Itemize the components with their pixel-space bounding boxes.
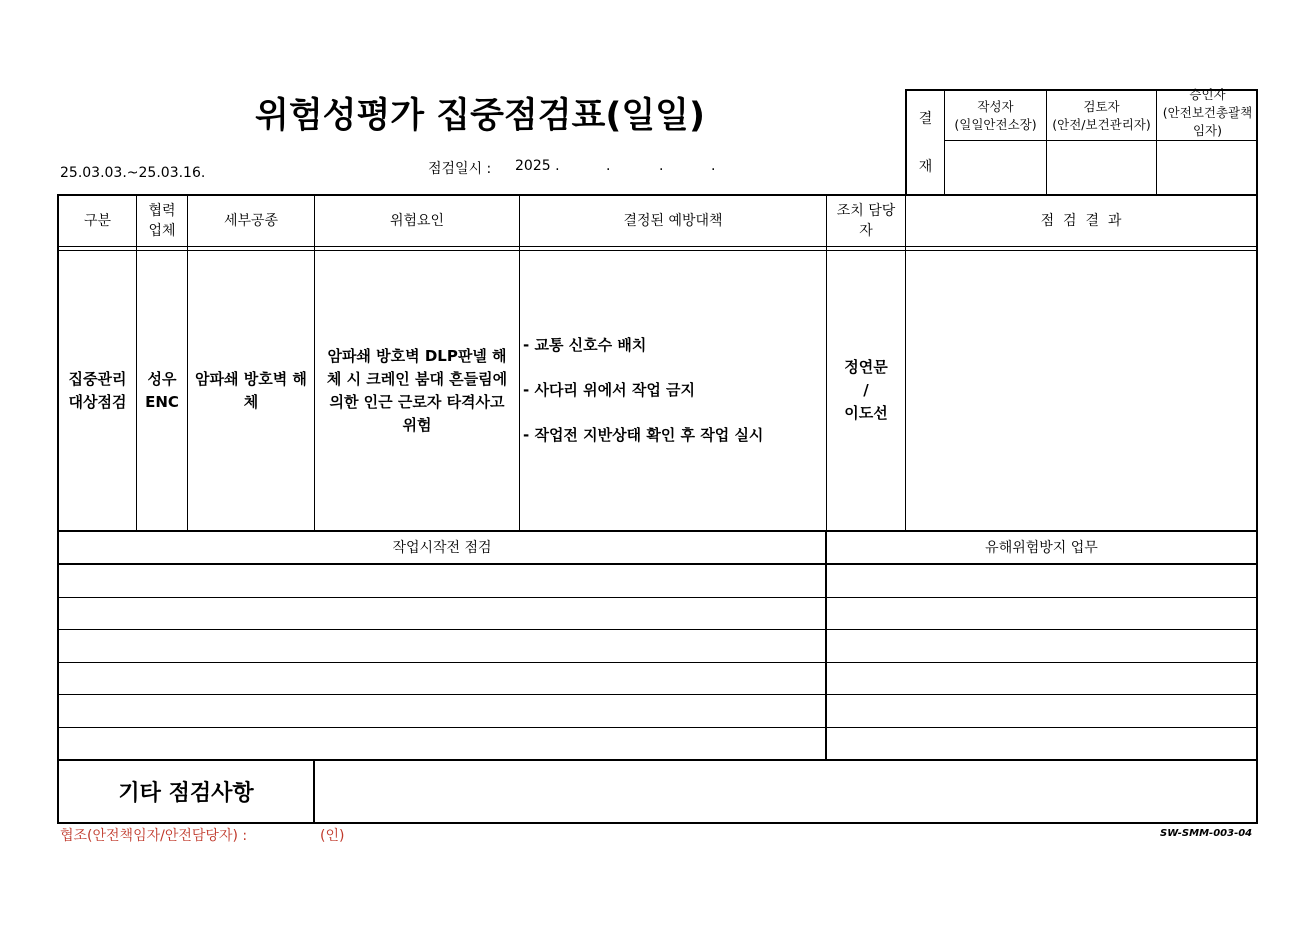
header-manager: 조치 담당 자 — [836, 203, 896, 239]
row-measures — [523, 251, 823, 530]
inspection-date-label: 점검일시 : — [428, 161, 492, 177]
other-items-label: 기타 점검사항 — [118, 781, 254, 806]
other-items-field[interactable] — [315, 761, 1256, 822]
header-hazard: 위험요인 — [389, 213, 445, 229]
row-sub-work: 암파쇄 방호벽 해 체 — [195, 369, 307, 411]
header-measures: 결정된 예방대책 — [623, 213, 723, 229]
row-hazard: 암파쇄 방호벽 DLP판넬 해 체 시 크레인 붐대 흔들림에 의한 인근 근로자 타격사고 위험 — [326, 346, 508, 434]
header-partner: 협력 업체 — [148, 203, 176, 239]
header-sub-work: 세부공종 — [223, 213, 279, 229]
row-partner: 성우 ENC — [145, 369, 179, 411]
row-category: 집중관리 대상점검 — [68, 369, 127, 411]
inspection-date-dot: . — [606, 158, 611, 174]
inspection-date-dot: . — [711, 158, 716, 174]
approver-label: 승인자 (안전보건총괄책 임자) — [1162, 86, 1253, 138]
cooperation-label: 협조(안전책임자/안전담당자) : — [60, 828, 248, 844]
measure-item: - 사다리 위에서 작업 금지 — [523, 381, 696, 399]
approval-label-2: 재 — [918, 159, 933, 175]
approver-sign-field[interactable] — [1157, 141, 1258, 196]
inspection-date-dot: . — [659, 158, 664, 174]
document-code: SW-SMM-003-04 — [1160, 828, 1253, 839]
risk-assessment-table — [57, 194, 1258, 824]
writer-label: 작성자 (일일안전소장) — [954, 98, 1037, 132]
pre-work-check-header: 작업시작전 점검 — [392, 539, 492, 556]
measure-item: - 교통 신호수 배치 — [523, 336, 647, 354]
row-result-field[interactable] — [906, 251, 1256, 530]
approval-box — [905, 86, 1258, 196]
header-category: 구분 — [83, 213, 112, 229]
reviewer-label: 검토자 (안전/보건관리자) — [1052, 98, 1151, 132]
writer-sign-field[interactable] — [945, 141, 1046, 196]
measure-item: - 작업전 지반상태 확인 후 작업 실시 — [523, 426, 764, 444]
page-title: 위험성평가 집중점검표(일일) — [255, 96, 705, 136]
header-result: 점 검 결 과 — [1040, 213, 1122, 229]
seal-label: (인) — [320, 828, 345, 844]
hazard-prevention-header: 유해위험방지 업무 — [985, 539, 1098, 556]
inspection-date-year: 2025 . — [515, 158, 560, 174]
period-text: 25.03.03.~25.03.16. — [60, 165, 206, 181]
reviewer-sign-field[interactable] — [1047, 141, 1156, 196]
row-manager: 정연문 / 이도선 — [844, 358, 888, 422]
approval-label-1: 결 — [918, 111, 933, 127]
